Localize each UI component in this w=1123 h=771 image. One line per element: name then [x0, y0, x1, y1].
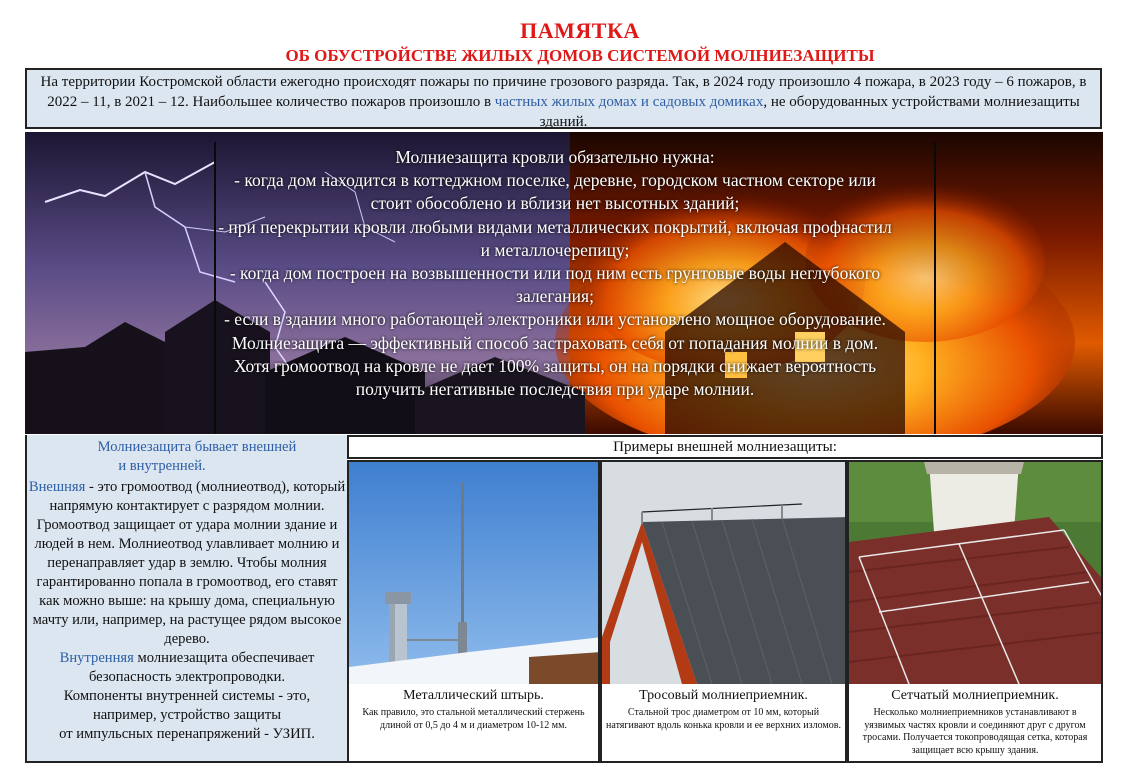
hero-line: - когда дом построен на возвышенности или под ним есть грунтовые воды неглубокого залегания; — [229, 263, 881, 307]
rod-photo — [349, 462, 598, 684]
page-title: ПАМЯТКА — [520, 18, 640, 43]
external-description — [27, 478, 347, 649]
card-description: Как правило, это стальной металлический стержень длиной от 0,5 до 4 м и диаметром 10-12 мм. — [362, 707, 585, 731]
hero-line: - при перекрытии кровли любыми видами металлических покрытий, включая профнастил и металлочерепицу; — [218, 216, 892, 260]
example-card-cable — [600, 460, 847, 763]
panel-heading-2: и внутренней. — [118, 458, 206, 474]
protection-types-panel — [25, 435, 347, 763]
cable-photo — [602, 462, 845, 684]
intro-text-end: , не оборудованных устройствами молниезащиты зданий. — [539, 94, 1080, 130]
intro-box — [25, 68, 1102, 129]
card-caption: Тросовый молниеприемник. — [639, 688, 808, 703]
page-subtitle: ОБ ОБУСТРОЙСТВЕ ЖИЛЫХ ДОМОВ СИСТЕМОЙ МОЛНИЕЗАЩИТЫ — [285, 46, 875, 65]
example-card-rod — [347, 460, 600, 763]
hero-line: - если в здании много работающей электроники или установлено мощное оборудование. — [224, 309, 886, 330]
external-text: - это громоотвод (молниеотвод), который напрямую контактирует с разрядом молнии. Громоотвод защищает от удара молнии здание и людей в нем. Молниеотвод улавливает молнию и перенаправляет удар в землю. Чтобы молния гарантированно попала в громоотвод, его ставят как можно выше: на крышу дома, специальную мачту или, например, на растущее рядом высокое дерево. — [32, 479, 346, 647]
internal-label: Внутренняя — [59, 650, 134, 666]
components-line: от импульсных перенапряжений - УЗИП. — [59, 726, 315, 742]
example-card-mesh — [847, 460, 1103, 763]
hero-line: Молниезащита кровли обязательно нужна: — [395, 147, 715, 167]
card-caption: Сетчатый молниеприемник. — [891, 688, 1059, 703]
internal-text: молниезащита обеспечивает безопасность электропроводки. — [88, 650, 315, 685]
intro-text: На территории Костромской области ежегодно происходят пожары по причине грозового разряда. Так, в 2024 году произошло 4 пожара, в 2023 году – 6 пожаров, в 2022 – 11, в 2021 – 12. Наибольшее количество пожаров произошло в — [40, 74, 1087, 110]
examples-heading: Примеры внешней молниезащиты: — [347, 435, 1103, 459]
components-line: Компоненты внутренней системы - это, — [63, 688, 311, 704]
internal-description — [27, 649, 347, 687]
card-description: Несколько молниеприемников устанавливают в уязвимых частях кровли и соединяют друг с другом тросами. Получается токопроводящая сетка, которая защищает всю крышу здания. — [862, 707, 1088, 756]
components-line: например, устройство защиты — [92, 707, 282, 723]
hero-line: Молниезащита — эффективный способ застраховать себя от попадания молнии в дом. Хотя громоотвод на кровле не дает 100% защиты, он на порядки снижает вероятность получить негативные последствия при ударе молнии. — [231, 332, 879, 400]
hero-line: - когда дом находится в коттеджном поселке, деревне, городском частном секторе или стоит обособлено и вблизи нет высотных зданий; — [234, 170, 876, 214]
hero-text — [215, 146, 895, 401]
hero-banner — [25, 132, 1103, 434]
card-description: Стальной трос диаметром от 10 мм, который натягивают вдоль конька кровли и ее верхних изломов. — [606, 707, 841, 731]
card-caption: Металлический штырь. — [403, 688, 544, 703]
external-label: Внешняя — [28, 479, 86, 495]
panel-heading: Молниезащита бывает внешней — [97, 439, 297, 455]
intro-highlight: частных жилых домах и садовых домиках — [494, 94, 764, 110]
mesh-photo — [849, 462, 1101, 684]
